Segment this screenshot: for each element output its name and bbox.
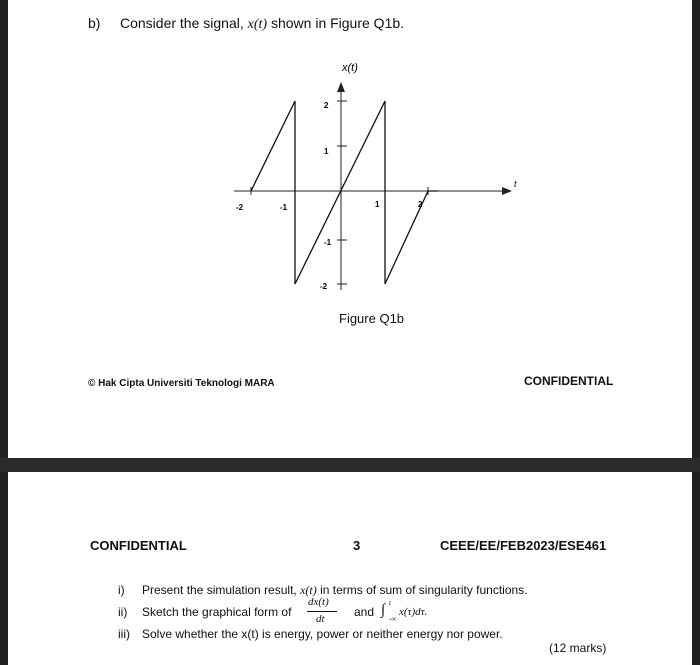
integral-upper-limit: t xyxy=(389,599,391,607)
signal-symbol: x(t) xyxy=(247,17,268,32)
y-axis-arrow xyxy=(337,82,345,92)
question-label: b) xyxy=(88,15,101,31)
exam-page-bottom xyxy=(8,472,692,665)
exam-page-top xyxy=(8,0,692,458)
y-tick-label-2: 2 xyxy=(324,101,329,110)
item-iii-text: Solve whether the x(t) is energy, power or neither energy nor power. xyxy=(142,627,503,641)
confidential-header: CONFIDENTIAL xyxy=(90,538,187,553)
item-ii-and: and xyxy=(354,605,375,619)
x-tick-label-neg1: -1 xyxy=(280,203,288,212)
page-separator xyxy=(0,458,700,472)
derivative-numerator: dx(t) xyxy=(308,596,329,608)
figure-q1b xyxy=(8,0,692,340)
derivative-denominator: dt xyxy=(316,613,325,625)
signal-waveform xyxy=(251,101,438,284)
item-i-text-b: in terms of sum of singularity functions. xyxy=(320,583,528,597)
integrand: x(τ)dτ. xyxy=(399,606,428,618)
integral-lower-limit: -∞ xyxy=(389,615,397,623)
confidential-footer: CONFIDENTIAL xyxy=(524,374,614,388)
marks: (12 marks) xyxy=(549,641,607,655)
item-i-text-a: Present the simulation result, xyxy=(142,583,297,597)
x-axis-arrow xyxy=(502,187,512,195)
y-axis-label: x(t) xyxy=(342,62,358,74)
item-i-math: x(t) xyxy=(300,583,317,597)
item-i-number: i) xyxy=(118,583,125,597)
copyright-footer: © Hak Cipta Universiti Teknologi MARA xyxy=(88,378,275,389)
x-tick-label-2: 2 xyxy=(418,200,423,209)
item-ii-number: ii) xyxy=(118,605,128,619)
page-number: 3 xyxy=(353,538,361,553)
question-text-suffix: shown in Figure Q1b. xyxy=(270,15,405,31)
y-tick-label-neg2: -2 xyxy=(320,282,328,291)
x-tick-label-neg2: -2 xyxy=(236,203,244,212)
x-tick-label-1: 1 xyxy=(375,200,380,209)
fraction-bar xyxy=(307,611,337,612)
x-axis-label: t xyxy=(514,179,517,189)
figure-caption: Figure Q1b xyxy=(339,311,405,326)
y-tick-label-neg1: -1 xyxy=(324,238,332,247)
integral-sign: ∫ xyxy=(381,602,386,618)
question-text-prefix: Consider the signal, xyxy=(120,15,244,31)
item-iii-number: iii) xyxy=(118,627,130,641)
y-tick-label-1: 1 xyxy=(324,147,329,156)
item-ii-text-a: Sketch the graphical form of xyxy=(142,605,292,619)
course-code: CEEE/EE/FEB2023/ESE461 xyxy=(440,538,607,553)
item-i-text xyxy=(142,583,528,598)
